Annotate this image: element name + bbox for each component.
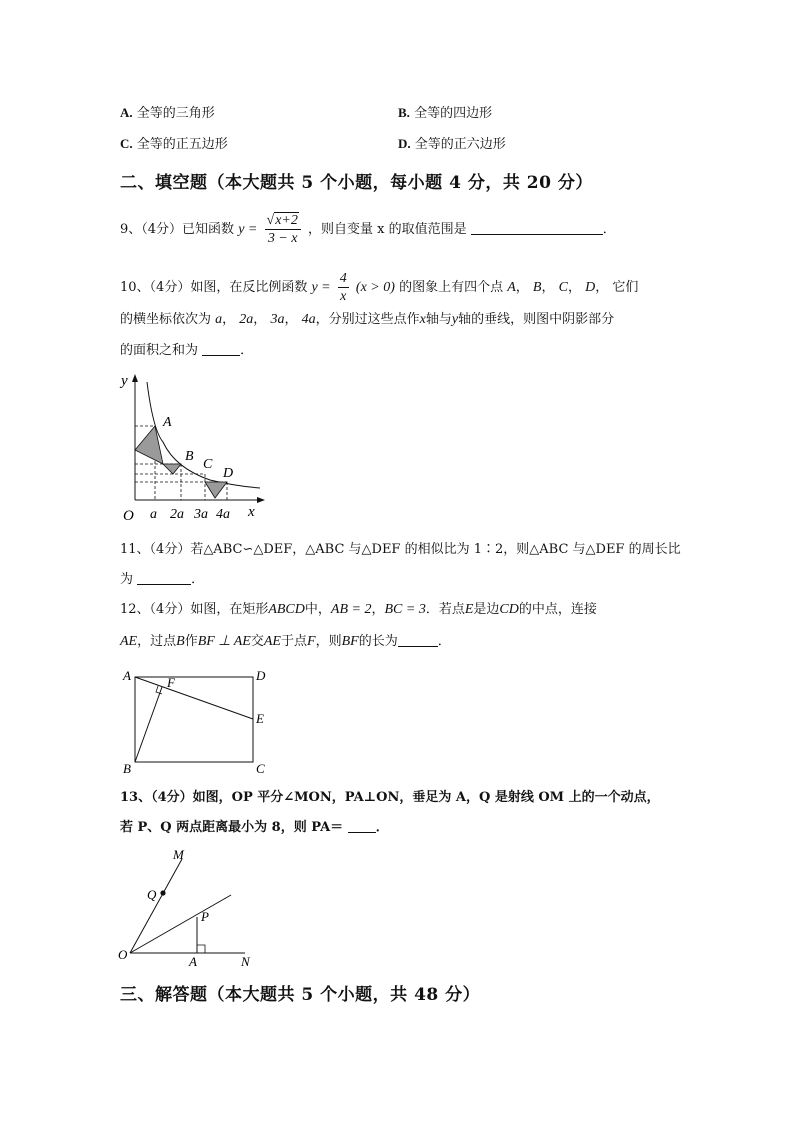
section-2-heading: 二、填空题（本大题共 5 个小题，每小题 4 分，共 20 分） [120,173,593,193]
q9-numerator: √x+2 [265,212,301,230]
q10-fig-xlabel: x [248,504,255,520]
q10-point-c: C [558,280,568,295]
q10-val-2a: 2a [239,312,254,327]
q10-x-arrow-icon [257,497,265,503]
option-c-text: 全等的正五边形 [136,137,228,152]
q12-fig-e: E [256,711,264,726]
q12-l2-bf2: BF [341,634,359,649]
q13-point-q-dot [160,890,165,895]
q12-l2-p4: 于点 [280,634,307,649]
q10-y-arrow-icon [132,374,138,382]
q9-answer-blank[interactable] [471,220,603,235]
question-13-line-2: 若 P、Q 两点距离最小为 8，则 PA＝ ． [120,820,389,835]
q10-point-d: D [585,280,596,295]
question-11-line-2: 为 ． [120,572,205,587]
q13-ray-op [130,895,231,953]
q12-l2-ae: AE [120,634,138,649]
question-9: 9、（4分）已知函数 y = $\frac{√x+2}{3 - x}$ ，则自变量 x 的取值范围是 ． [120,213,616,246]
q13-line2: 若 P、Q 两点距离最小为 8，则 PA＝ [120,820,344,835]
q12-l2-p1: ，过点 [137,634,177,649]
q10-line2-end: 轴的垂线，则图中阴影部分 [458,312,615,327]
q12-l2-p2: 作 [184,634,198,649]
q10-fig-label-a: A [163,415,172,430]
question-10-line-3: 的面积之和为 ． [120,343,254,358]
q9-fraction [265,212,301,247]
option-a-text: 全等的三角形 [136,106,215,121]
q12-l2-b: B [176,634,185,649]
q10-fig-label-c: C [203,457,213,472]
q12-e: E [464,602,474,617]
q12-l2-f: F [307,634,316,649]
q9-y-eq: y = [238,222,258,237]
option-d [398,133,506,152]
question-10-line-2: 的横坐标依次为 a， 2a， 3a， 4a，分别过这些点作x轴与y轴的垂线，则图中阴影部分 [120,312,615,327]
q9-denominator: 3 − x [267,231,298,246]
q13-answer-blank[interactable] [348,818,376,833]
q10-prefix: 10、（4分）如图，在反比例函数 [120,280,308,295]
q12-l2-p5: ，则 [315,634,342,649]
q12-l2-ae2: AE [263,634,281,649]
option-d-text: 全等的正六边形 [414,137,506,152]
q10-denominator: x [340,289,347,304]
q10-fig-origin: O [123,508,134,524]
q10-val-a: a [215,312,223,327]
q10-fig-tick-2a: 2a [170,507,184,522]
section-3-heading: 三、解答题（本大题共 5 个小题，共 48 分） [120,985,481,1005]
question-10-line-1: 10、（4分）如图，在反比例函数 y = $\frac{4}{x}$ (x > 0) 的图象上有四个点 A， B， C， D， 它们 [120,271,639,304]
q10-shade-2 [163,464,181,474]
option-b-text: 全等的四边形 [414,106,493,121]
q13-ray-om [130,859,182,953]
q12-p2: 中， [304,602,331,617]
q11-line1: 11、（4分）若△ABC∽△DEF，△ABC 与△DEF 的相似比为 1∶2，则△ABC 与△DEF 的周长比 [120,542,681,557]
q12-cd: CD [499,602,519,617]
q10-figure [115,370,275,525]
q10-fig-tick-a: a [150,507,157,522]
q10-line2-pre: 的横坐标依次为 [120,312,212,327]
q9-suffix: ，则自变量 x 的取值范围是 [308,222,467,237]
q13-figure [115,845,275,970]
q10-fig-tick-4a: 4a [216,507,230,522]
q13-fig-n: N [241,954,250,969]
q13-fig-q: Q [147,887,157,902]
question-11-line-1 [120,540,681,560]
q10-val-4a: 4a [301,312,316,327]
option-a-letter: A. [120,105,133,120]
q10-fig-label-d: D [223,466,234,481]
q12-p3: ．若点 [425,602,465,617]
q13-right-angle-icon [197,945,205,953]
q12-l2-p6: 的长为 [358,634,398,649]
q13-line1: 13、（4分）如图，OP 平分∠MON，PA⊥ON，垂足为 A，Q 是射线 OM 上的一个动点， [120,790,660,805]
q10-fig-tick-3a: 3a [194,507,208,522]
option-b-letter: B. [398,105,410,120]
q13-fig-a: A [189,954,197,969]
q13-fig-m: M [173,847,184,862]
question-12-line-1: 12、（4分）如图，在矩形ABCD中，AB = 2，BC = 3．若点E是边CD的中点，连接 [120,602,597,617]
q12-p4: 是边 [473,602,500,617]
q10-fig-label-b: B [185,449,194,464]
q10-mid: 的图象上有四个点 [399,280,504,295]
q12-figure [120,665,270,780]
q9-prefix: 9、（4分）已知函数 [120,222,235,237]
q10-val-3a: 3a [270,312,285,327]
option-b [398,102,492,121]
q10-shade-3 [205,482,227,498]
q12-rect: ABCD [268,602,305,617]
q11-line2: 为 [120,572,134,587]
q10-condition: (x > 0) [355,280,395,295]
q12-rectangle [135,677,253,762]
q10-shade-1 [135,426,163,464]
q12-fig-b: B [123,761,131,776]
q10-y-var: y [451,312,459,327]
q10-axis1: 轴与 [425,312,452,327]
option-c [120,133,228,152]
q10-curve [147,382,260,488]
q12-bc: BC = 3 [384,602,426,617]
q12-l2-bf: BF ⊥ AE [197,634,251,649]
q12-fig-d: D [256,668,266,683]
q10-answer-blank[interactable] [202,341,240,356]
q10-fraction [338,270,349,305]
option-d-letter: D. [398,136,411,151]
q12-ab: AB = 2 [330,602,372,617]
q10-line3: 的面积之和为 [120,343,199,358]
q9-sqrt-expr: x+2 [275,213,298,228]
q13-fig-p: P [201,909,209,924]
q10-point-a: A [507,280,516,295]
q10-numerator: 4 [339,271,347,286]
q10-x-var: x [419,312,426,327]
question-12-line-2: AE，过点B作BF ⊥ AE交AE于点F，则BF的长为 ． [120,634,451,649]
q10-point-b: B [532,280,542,295]
q12-p5: 的中点，连接 [518,602,597,617]
q12-fig-f: F [167,675,175,690]
q10-line2-mid: 分别过这些点作 [328,312,420,327]
q12-fig-c: C [256,761,265,776]
q12-l2-p3: 交 [250,634,264,649]
option-a [120,102,215,121]
q13-fig-o: O [118,947,128,962]
option-c-letter: C. [120,136,133,151]
question-13-line-1 [120,788,660,808]
q12-fig-a: A [123,668,131,683]
q11-answer-blank[interactable] [137,570,191,585]
q12-line-bf [135,687,162,762]
q10-tail: 它们 [612,280,639,295]
q10-fig-ylabel: y [121,373,128,389]
q10-y-eq: y = [311,280,331,295]
q12-p1: 12、（4分）如图，在矩形 [120,602,269,617]
q12-answer-blank[interactable] [398,632,438,647]
